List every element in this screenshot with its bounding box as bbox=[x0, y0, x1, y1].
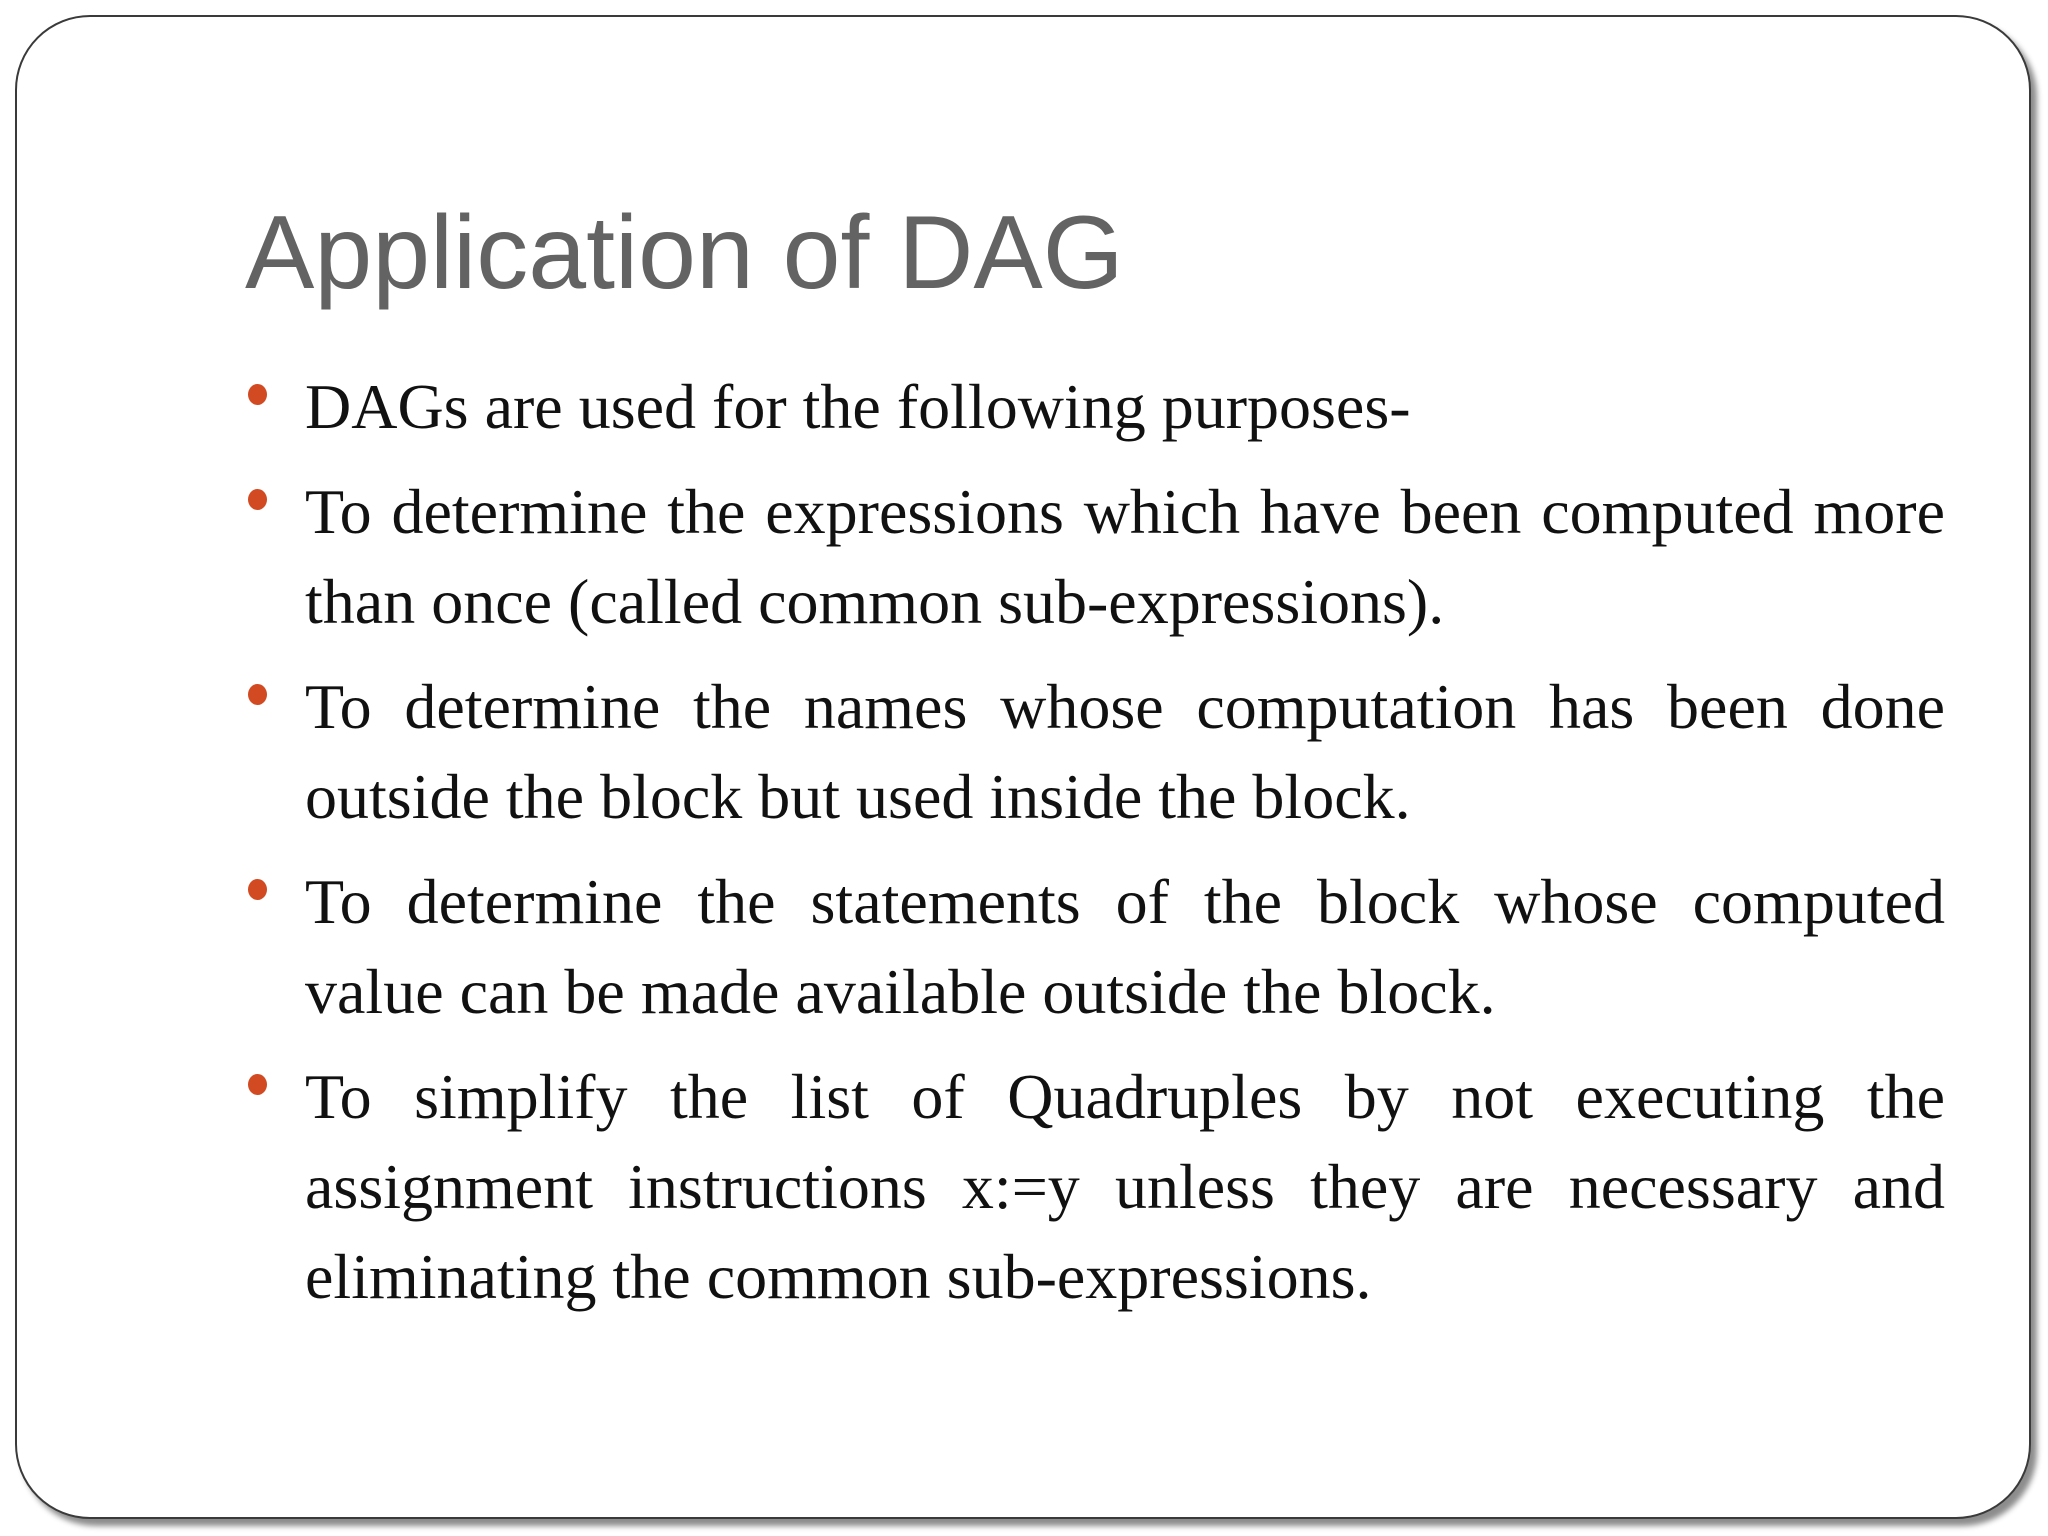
bullet-item bbox=[245, 362, 1945, 452]
bullet-item bbox=[245, 857, 1945, 1037]
bullet-dot-icon bbox=[248, 684, 267, 705]
bullet-list bbox=[245, 362, 1945, 1337]
slide bbox=[15, 15, 2031, 1519]
bullet-item bbox=[245, 467, 1945, 647]
slide-title: Application of DAG bbox=[245, 195, 1124, 311]
bullet-text: To simplify the list of Quadruples by not executing the assignment instructions x:=y unless they are necessary and eliminating the common sub-expressions. bbox=[305, 1061, 1945, 1312]
bullet-text: To determine the statements of the block whose computed value can be made available outside the block. bbox=[305, 866, 1945, 1027]
bullet-dot-icon bbox=[248, 489, 267, 510]
bullet-text: DAGs are used for the following purposes- bbox=[305, 371, 1411, 442]
bullet-item bbox=[245, 1052, 1945, 1322]
bullet-dot-icon bbox=[248, 879, 267, 900]
bullet-dot-icon bbox=[248, 1074, 267, 1095]
bullet-item bbox=[245, 662, 1945, 842]
bullet-text: To determine the names whose computation has been done outside the block but used inside the block. bbox=[305, 671, 1945, 832]
bullet-text: To determine the expressions which have been computed more than once (called common sub-expressions). bbox=[305, 476, 1945, 637]
bullet-dot-icon bbox=[248, 384, 267, 405]
